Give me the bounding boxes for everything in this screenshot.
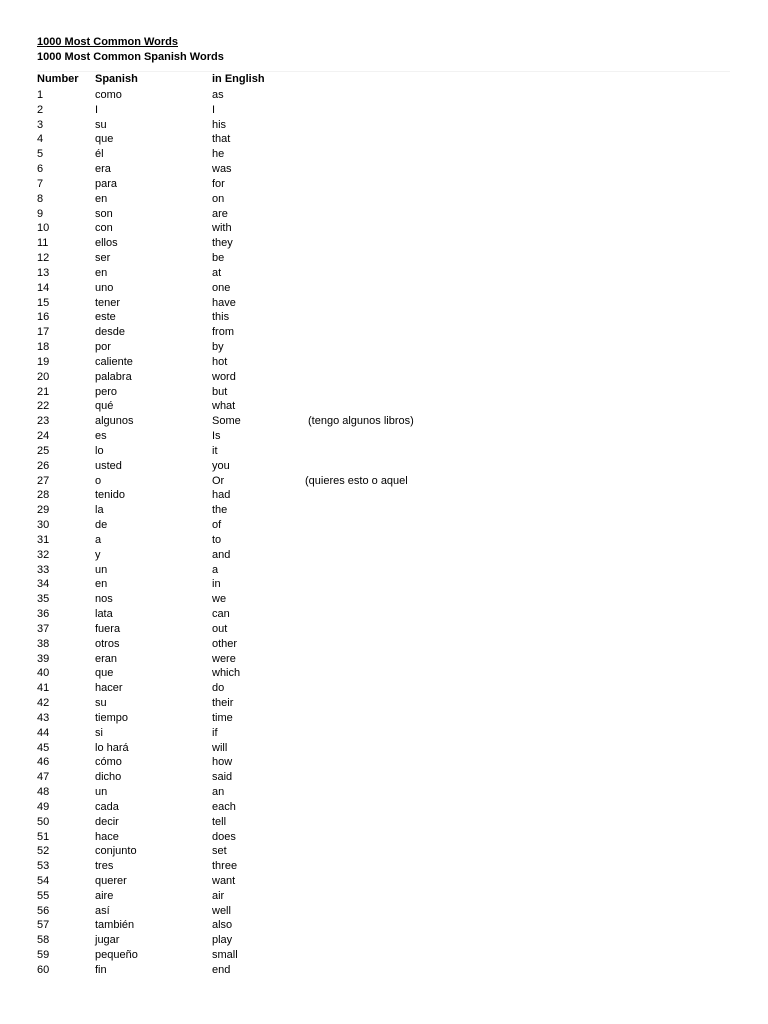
- row-spanish-word: otros: [95, 637, 120, 650]
- row-spanish-word: la: [95, 504, 104, 517]
- row-english-word: also: [212, 919, 233, 932]
- row-english-word: we: [212, 593, 227, 606]
- row-example-note: (tengo algunos libros): [308, 415, 414, 428]
- row-spanish-word: hacer: [95, 682, 123, 695]
- row-spanish-word: es: [95, 430, 107, 443]
- row-spanish-word: cada: [95, 800, 119, 813]
- row-number: 7: [37, 177, 44, 190]
- row-spanish-word: ellos: [95, 237, 118, 250]
- table-row: [0, 652, 768, 667]
- row-number: 21: [37, 385, 50, 398]
- row-number: 33: [37, 563, 50, 576]
- row-spanish-word: de: [95, 519, 108, 532]
- row-english-word: play: [212, 934, 233, 947]
- row-number: 41: [37, 682, 50, 695]
- table-row: [0, 236, 768, 251]
- row-number: 11: [37, 237, 49, 250]
- row-spanish-word: tres: [95, 860, 114, 873]
- row-example-note: (quieres esto o aquel: [305, 474, 408, 487]
- row-english-word: are: [212, 207, 228, 220]
- row-english-word: a: [212, 563, 219, 576]
- table-row: [0, 399, 768, 414]
- row-spanish-word: lo: [95, 444, 104, 457]
- table-row: [0, 147, 768, 162]
- row-number: 51: [37, 830, 50, 843]
- row-english-word: but: [212, 385, 228, 398]
- table-row: [0, 666, 768, 681]
- row-english-word: in: [212, 578, 221, 591]
- table-row: [0, 548, 768, 563]
- row-spanish-word: lata: [95, 608, 113, 621]
- row-number: 27: [37, 474, 50, 487]
- row-english-word: word: [212, 370, 236, 383]
- row-number: 1: [37, 89, 44, 101]
- row-number: 32: [37, 548, 50, 561]
- row-english-word: well: [212, 904, 231, 917]
- row-number: 19: [37, 355, 50, 368]
- table-row: [0, 132, 768, 147]
- row-number: 24: [37, 430, 50, 443]
- row-spanish-word: si: [95, 726, 103, 739]
- row-number: 59: [37, 949, 50, 962]
- row-spanish-word: con: [95, 222, 113, 235]
- row-number: 17: [37, 326, 50, 339]
- table-header: [0, 72, 768, 87]
- table-row: [0, 800, 768, 815]
- row-number: 39: [37, 652, 50, 665]
- row-english-word: as: [212, 89, 224, 101]
- row-number: 40: [37, 667, 50, 680]
- document-title[interactable]: 1000 Most Common Words: [37, 36, 178, 48]
- row-number: 34: [37, 578, 50, 591]
- row-english-word: were: [212, 652, 236, 665]
- row-english-word: if: [212, 726, 218, 739]
- row-spanish-word: fuera: [95, 622, 121, 635]
- table-row: [0, 385, 768, 400]
- row-english-word: of: [212, 519, 222, 532]
- row-english-word: small: [212, 949, 238, 962]
- document-subtitle: 1000 Most Common Spanish Words: [37, 51, 224, 63]
- row-english-word: does: [212, 830, 236, 843]
- table-row: [0, 221, 768, 236]
- table-row: [0, 444, 768, 459]
- row-number: 36: [37, 608, 50, 621]
- header-spanish: Spanish: [95, 73, 138, 85]
- row-spanish-word: aire: [95, 889, 114, 902]
- row-english-word: you: [212, 459, 230, 472]
- row-english-word: end: [212, 963, 231, 976]
- row-english-word: one: [212, 281, 231, 294]
- table-row: [0, 696, 768, 711]
- row-number: 8: [37, 192, 44, 205]
- header-english: in English: [212, 73, 265, 85]
- table-row: [0, 296, 768, 311]
- row-english-word: set: [212, 845, 227, 858]
- row-spanish-word: eran: [95, 652, 118, 665]
- row-english-word: it: [212, 444, 218, 457]
- table-row: [0, 859, 768, 874]
- table-row: [0, 414, 768, 429]
- row-number: 28: [37, 489, 50, 502]
- row-spanish-word: un: [95, 563, 108, 576]
- row-english-word: that: [212, 133, 231, 146]
- row-number: 31: [37, 533, 50, 546]
- table-row: [0, 310, 768, 325]
- table-row: [0, 459, 768, 474]
- table-row: [0, 503, 768, 518]
- row-spanish-word: dicho: [95, 771, 122, 784]
- row-english-word: how: [212, 756, 233, 769]
- row-number: 54: [37, 874, 50, 887]
- row-english-word: hot: [212, 355, 228, 368]
- table-row: [0, 844, 768, 859]
- table-row: [0, 192, 768, 207]
- row-english-word: from: [212, 326, 234, 339]
- row-spanish-word: para: [95, 177, 118, 190]
- row-spanish-word: palabra: [95, 370, 132, 383]
- table-row: [0, 874, 768, 889]
- row-number: 5: [37, 148, 44, 161]
- row-spanish-word: conjunto: [95, 845, 137, 858]
- row-number: 22: [37, 400, 50, 413]
- table-row: [0, 266, 768, 281]
- table-row: [0, 533, 768, 548]
- row-english-word: this: [212, 311, 230, 324]
- row-number: 12: [37, 252, 50, 265]
- row-english-word: three: [212, 860, 238, 873]
- row-spanish-word: él: [95, 148, 104, 161]
- table-row: [0, 103, 768, 118]
- row-english-word: at: [212, 266, 222, 279]
- row-number: 30: [37, 519, 50, 532]
- row-english-word: Some: [212, 415, 241, 428]
- table-row: [0, 830, 768, 845]
- table-row: [0, 162, 768, 177]
- row-english-word: an: [212, 786, 225, 798]
- row-english-word: the: [212, 504, 228, 517]
- row-spanish-word: tener: [95, 296, 121, 309]
- row-spanish-word: querer: [95, 874, 127, 887]
- table-row: [0, 563, 768, 578]
- row-english-word: want: [212, 874, 236, 887]
- row-spanish-word: o: [95, 474, 102, 487]
- row-number: 42: [37, 697, 50, 710]
- table-row: [0, 948, 768, 963]
- row-number: 46: [37, 756, 50, 769]
- row-number: 53: [37, 860, 50, 873]
- row-spanish-word: tiempo: [95, 711, 129, 724]
- row-number: 18: [37, 341, 50, 354]
- row-number: 4: [37, 133, 44, 146]
- row-spanish-word: y: [95, 548, 101, 561]
- row-number: 45: [37, 741, 50, 754]
- row-spanish-word: tenido: [95, 489, 125, 502]
- row-english-word: which: [212, 667, 241, 680]
- row-spanish-word: pero: [95, 385, 118, 398]
- row-english-word: will: [212, 741, 228, 754]
- row-spanish-word: lo hará: [95, 741, 129, 754]
- row-spanish-word: usted: [95, 459, 122, 472]
- row-number: 16: [37, 311, 50, 324]
- table-row: [0, 281, 768, 296]
- row-number: 6: [37, 163, 44, 176]
- row-number: 52: [37, 845, 50, 858]
- table-row: [0, 577, 768, 592]
- row-spanish-word: jugar: [95, 934, 120, 947]
- row-spanish-word: así: [95, 904, 110, 917]
- row-spanish-word: era: [95, 163, 111, 176]
- row-spanish-word: en: [95, 266, 108, 279]
- table-row: [0, 118, 768, 133]
- table-row: [0, 770, 768, 785]
- table-row: [0, 637, 768, 652]
- row-english-word: he: [212, 148, 225, 161]
- row-english-word: I: [212, 103, 216, 116]
- table-row: [0, 592, 768, 607]
- table-row: [0, 741, 768, 756]
- row-spanish-word: nos: [95, 593, 113, 606]
- row-english-word: Or: [212, 474, 225, 487]
- row-english-word: other: [212, 637, 238, 650]
- row-spanish-word: en: [95, 192, 108, 205]
- row-number: 23: [37, 415, 50, 428]
- row-spanish-word: que: [95, 133, 114, 146]
- row-spanish-word: cómo: [95, 756, 122, 769]
- row-number: 13: [37, 266, 50, 279]
- row-number: 15: [37, 296, 50, 309]
- row-spanish-word: desde: [95, 326, 125, 339]
- row-spanish-word: a: [95, 533, 102, 546]
- table-row: [0, 370, 768, 385]
- row-spanish-word: son: [95, 207, 113, 220]
- row-number: 48: [37, 786, 50, 798]
- table-row: [0, 681, 768, 696]
- row-spanish-word: que: [95, 667, 114, 680]
- row-number: 50: [37, 815, 50, 828]
- table-row: [0, 785, 768, 800]
- table-row: [0, 340, 768, 355]
- row-english-word: out: [212, 622, 228, 635]
- row-number: 9: [37, 207, 44, 220]
- row-number: 49: [37, 800, 50, 813]
- table-row: [0, 711, 768, 726]
- row-english-word: air: [212, 889, 225, 902]
- row-number: 29: [37, 504, 50, 517]
- row-spanish-word: qué: [95, 400, 114, 413]
- row-number: 20: [37, 370, 50, 383]
- row-english-word: be: [212, 252, 225, 265]
- row-number: 56: [37, 904, 50, 917]
- row-number: 35: [37, 593, 50, 606]
- row-spanish-word: un: [95, 786, 108, 798]
- row-english-word: by: [212, 341, 224, 354]
- row-number: 58: [37, 934, 50, 947]
- row-spanish-word: por: [95, 341, 111, 354]
- header-number: Number: [37, 73, 79, 85]
- table-row: [0, 726, 768, 741]
- row-spanish-word: fin: [95, 963, 107, 976]
- row-number: 55: [37, 889, 50, 902]
- row-spanish-word: ser: [95, 252, 111, 265]
- row-number: 37: [37, 622, 50, 635]
- row-number: 14: [37, 281, 50, 294]
- table-row: [0, 355, 768, 370]
- table-row: [0, 251, 768, 266]
- row-english-word: they: [212, 237, 233, 250]
- table-row: [0, 488, 768, 503]
- table-row: [0, 429, 768, 444]
- row-number: 26: [37, 459, 50, 472]
- row-english-word: Is: [212, 430, 221, 443]
- row-spanish-word: como: [95, 89, 122, 101]
- row-number: 25: [37, 444, 50, 457]
- row-number: 38: [37, 637, 50, 650]
- row-english-word: can: [212, 608, 230, 621]
- row-english-word: time: [212, 711, 233, 724]
- table-row: [0, 933, 768, 948]
- row-number: 10: [37, 222, 50, 235]
- row-number: 57: [37, 919, 50, 932]
- row-english-word: have: [212, 296, 236, 309]
- row-english-word: had: [212, 489, 231, 502]
- table-row: [0, 607, 768, 622]
- row-number: 44: [37, 726, 50, 739]
- row-english-word: was: [212, 163, 232, 176]
- row-number: 3: [37, 118, 44, 131]
- row-english-word: each: [212, 800, 236, 813]
- row-spanish-word: uno: [95, 281, 114, 294]
- table-row: [0, 963, 768, 978]
- table-row: [0, 904, 768, 919]
- row-spanish-word: su: [95, 118, 107, 131]
- row-number: 2: [37, 103, 44, 116]
- row-english-word: their: [212, 697, 234, 710]
- row-english-word: what: [212, 400, 236, 413]
- row-spanish-word: pequeño: [95, 949, 138, 962]
- table-row: [0, 518, 768, 533]
- table-row: [0, 474, 768, 489]
- row-english-word: on: [212, 192, 225, 205]
- row-spanish-word: algunos: [95, 415, 134, 428]
- table-row: [0, 918, 768, 933]
- table-row: [0, 815, 768, 830]
- table-row: [0, 622, 768, 637]
- row-number: 43: [37, 711, 50, 724]
- row-english-word: said: [212, 771, 233, 784]
- row-spanish-word: hace: [95, 830, 119, 843]
- row-spanish-word: su: [95, 697, 107, 710]
- row-english-word: and: [212, 548, 231, 561]
- table-row: [0, 889, 768, 904]
- row-number: 60: [37, 963, 50, 976]
- table-row: [0, 177, 768, 192]
- table-row: [0, 755, 768, 770]
- row-english-word: tell: [212, 815, 227, 828]
- row-number: 47: [37, 771, 50, 784]
- table-row: [0, 88, 768, 103]
- row-english-word: his: [212, 118, 227, 131]
- row-spanish-word: este: [95, 311, 116, 324]
- row-english-word: to: [212, 533, 222, 546]
- table-row: [0, 207, 768, 222]
- row-english-word: do: [212, 682, 225, 695]
- row-spanish-word: caliente: [95, 355, 133, 368]
- row-english-word: for: [212, 177, 225, 190]
- row-spanish-word: también: [95, 919, 135, 932]
- table-row: [0, 325, 768, 340]
- row-spanish-word: en: [95, 578, 108, 591]
- row-english-word: with: [212, 222, 232, 235]
- row-spanish-word: I: [95, 103, 99, 116]
- row-spanish-word: decir: [95, 815, 119, 828]
